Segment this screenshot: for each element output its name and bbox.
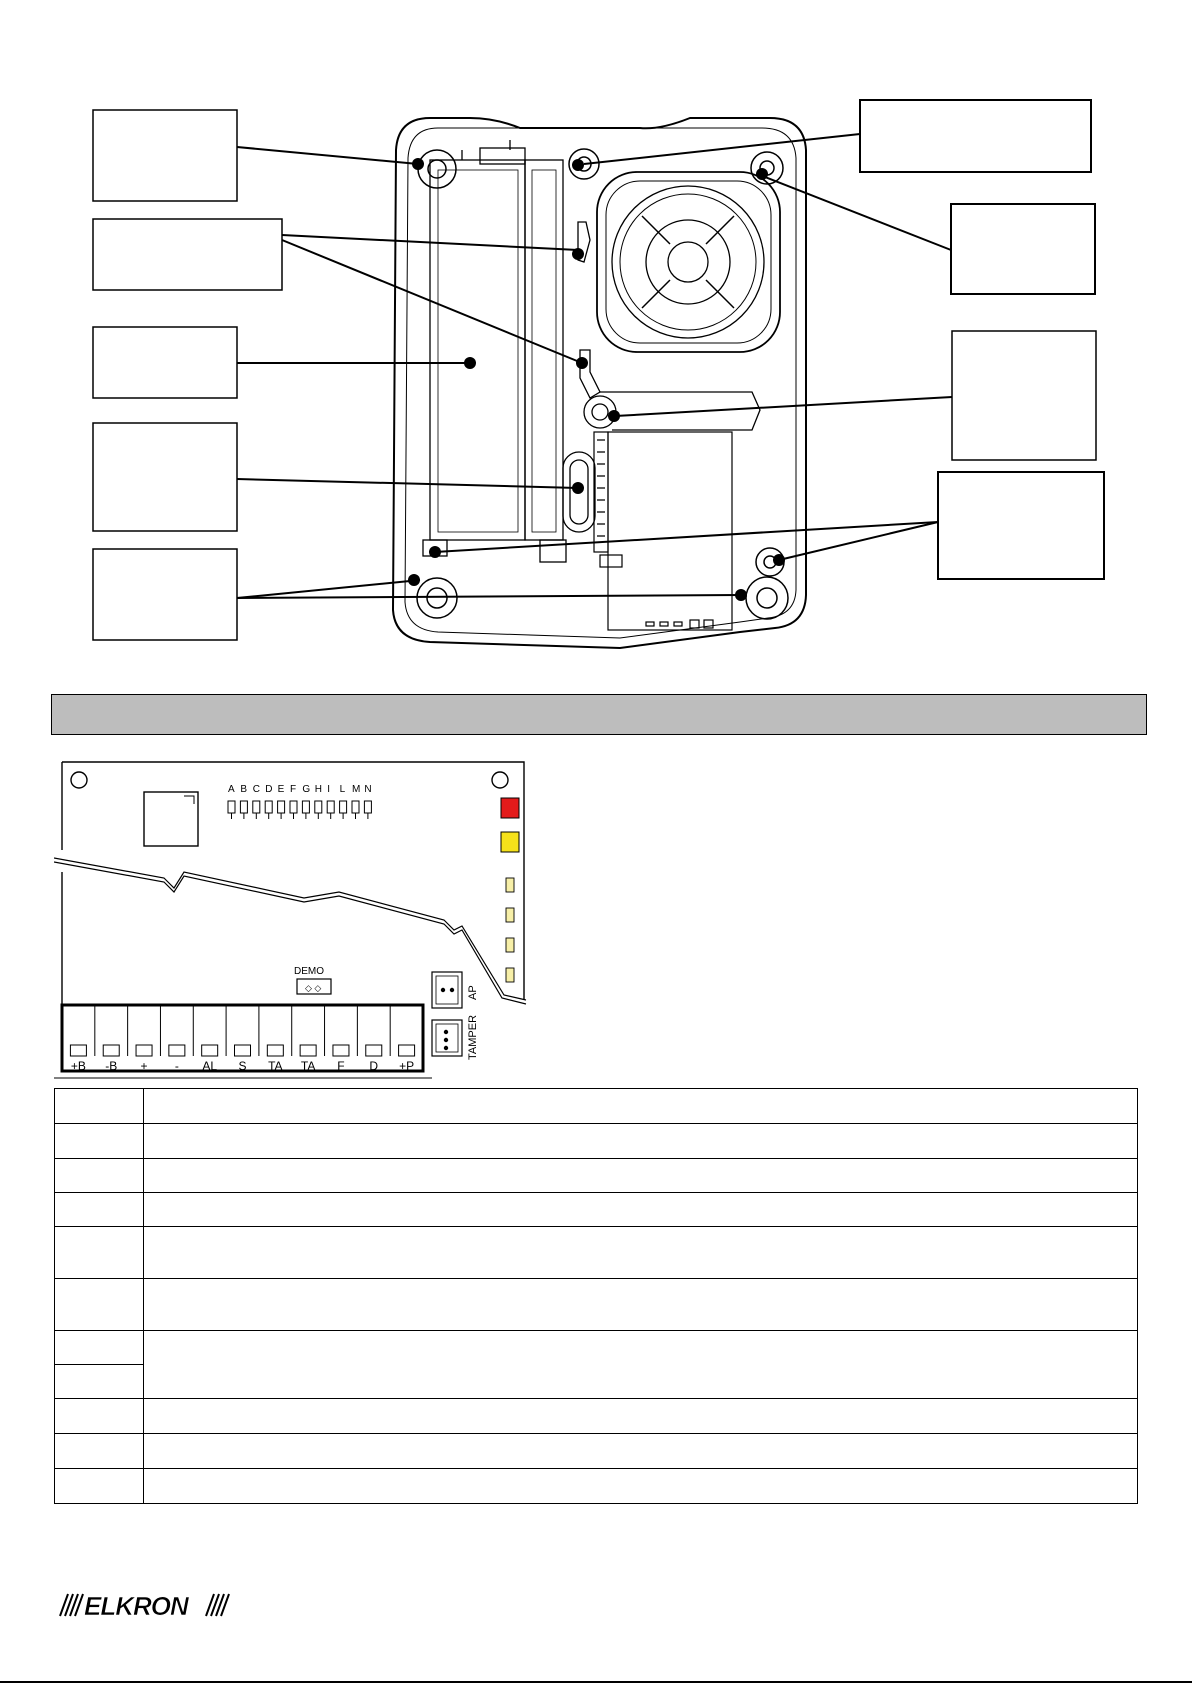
speaker <box>597 172 780 352</box>
jumper-pin <box>253 801 260 813</box>
callout-box-7 <box>951 204 1095 294</box>
tamper-label: TAMPER <box>467 1014 479 1060</box>
logo-stripes-left <box>60 1594 83 1616</box>
jumper-pin <box>265 801 272 813</box>
jumper-letter-f: F <box>290 784 297 795</box>
callout-box-8 <box>952 331 1096 460</box>
terminal-label: S <box>238 1059 247 1073</box>
tamper-connector <box>432 1020 462 1056</box>
logo-stripes-right <box>206 1594 229 1616</box>
table-cell <box>144 1159 1138 1193</box>
jumper-pin <box>340 801 347 813</box>
jumper-letter-a: A <box>228 784 235 795</box>
terminal-screw <box>333 1045 349 1056</box>
terminal-screw <box>300 1045 316 1056</box>
battery-compartment <box>423 140 566 562</box>
terminal-screw <box>267 1045 283 1056</box>
jumper-letter-g: G <box>302 784 311 795</box>
jumper-pin <box>290 801 297 813</box>
table-cell <box>55 1365 144 1399</box>
terminal-label: +B <box>70 1059 86 1073</box>
section-heading-bar <box>51 694 1147 735</box>
elkron-logo <box>56 1592 236 1618</box>
table-cell <box>144 1124 1138 1159</box>
led-yellow <box>501 832 519 852</box>
jumper-letter-l: L <box>339 784 346 795</box>
terminal-label: -B <box>105 1059 118 1073</box>
demo-pin-glyph: ◇ ◇ <box>305 983 322 993</box>
callout-box-2 <box>93 219 282 290</box>
terminal-screw <box>235 1045 251 1056</box>
terminal-label: AL <box>202 1059 218 1073</box>
table-cell <box>55 1331 144 1365</box>
table-row <box>55 1227 1138 1279</box>
terminal-screw <box>103 1045 119 1056</box>
table-cell <box>55 1279 144 1331</box>
enclosure-diagram <box>0 0 1192 680</box>
led-red <box>501 798 519 818</box>
jumper-pin <box>315 801 322 813</box>
circuit-board-outline <box>594 432 732 630</box>
table-row <box>55 1193 1138 1227</box>
ap-label: AP <box>467 985 479 1000</box>
callout-box-9 <box>938 472 1104 579</box>
table-cell <box>55 1159 144 1193</box>
demo-label: DEMO <box>294 966 324 977</box>
table-cell <box>55 1469 144 1504</box>
jumper-pin <box>364 801 371 813</box>
table-cell <box>55 1193 144 1227</box>
terminal-label: TA <box>268 1059 283 1073</box>
internal-parts <box>563 222 760 532</box>
jumper-pin <box>228 801 235 813</box>
jumper-pin <box>327 801 334 813</box>
table-cell <box>55 1399 144 1434</box>
jumper-letter-d: D <box>265 784 273 795</box>
footer-rule <box>0 1681 1192 1683</box>
terminal-description-table <box>54 1088 1138 1504</box>
table-cell <box>144 1089 1138 1124</box>
table-cell <box>55 1089 144 1124</box>
callout-box-1 <box>93 110 237 201</box>
table-row <box>55 1331 1138 1365</box>
table-cell <box>144 1399 1138 1434</box>
terminal-label: - <box>174 1059 179 1073</box>
table-row <box>55 1159 1138 1193</box>
small-leds <box>506 878 514 982</box>
jumper-letter-h: H <box>314 784 323 795</box>
table-cell <box>144 1279 1138 1331</box>
table-row <box>55 1399 1138 1434</box>
terminal-label: F <box>337 1059 345 1073</box>
table-row <box>55 1469 1138 1504</box>
ap-connector <box>432 972 462 1008</box>
terminal-label: TA <box>300 1059 316 1073</box>
table-cell <box>144 1331 1138 1399</box>
terminal-label: + <box>140 1059 148 1073</box>
table-row <box>55 1279 1138 1331</box>
terminal-screw <box>399 1045 415 1056</box>
table-cell <box>55 1434 144 1469</box>
table-cell <box>144 1469 1138 1504</box>
table-cell <box>144 1227 1138 1279</box>
callout-box-5 <box>93 549 237 640</box>
callout-box-6 <box>860 100 1091 172</box>
terminal-screw <box>136 1045 152 1056</box>
callout-box-3 <box>93 327 237 398</box>
table-cell <box>144 1434 1138 1469</box>
terminal-row <box>70 1005 414 1073</box>
terminal-screw <box>366 1045 382 1056</box>
table-row <box>55 1434 1138 1469</box>
jumper-letter-i: I <box>327 784 330 795</box>
jumper-pin <box>240 801 247 813</box>
jumper-pin <box>302 801 309 813</box>
table-row <box>55 1089 1138 1124</box>
terminal-label: +P <box>399 1059 415 1073</box>
table-cell <box>55 1124 144 1159</box>
logo-text: ELKRON <box>84 1592 188 1618</box>
table-cell <box>55 1227 144 1279</box>
pcb-outline <box>54 762 526 1005</box>
jumper-letter-e: E <box>277 784 285 795</box>
table-row <box>55 1124 1138 1159</box>
jumper-letter-n: N <box>364 784 372 795</box>
jumper-letter-c: C <box>252 784 261 795</box>
jumper-row <box>228 784 372 819</box>
jumper-pin <box>278 801 285 813</box>
terminal-screw <box>70 1045 86 1056</box>
terminal-screw <box>169 1045 185 1056</box>
jumper-pin <box>352 801 359 813</box>
pcb-diagram <box>54 760 534 1080</box>
terminal-label: D <box>369 1059 379 1073</box>
callout-box-4 <box>93 423 237 531</box>
jumper-letter-b: B <box>240 784 248 795</box>
table-cell <box>144 1193 1138 1227</box>
terminal-screw <box>202 1045 218 1056</box>
jumper-letter-m: M <box>352 784 361 795</box>
